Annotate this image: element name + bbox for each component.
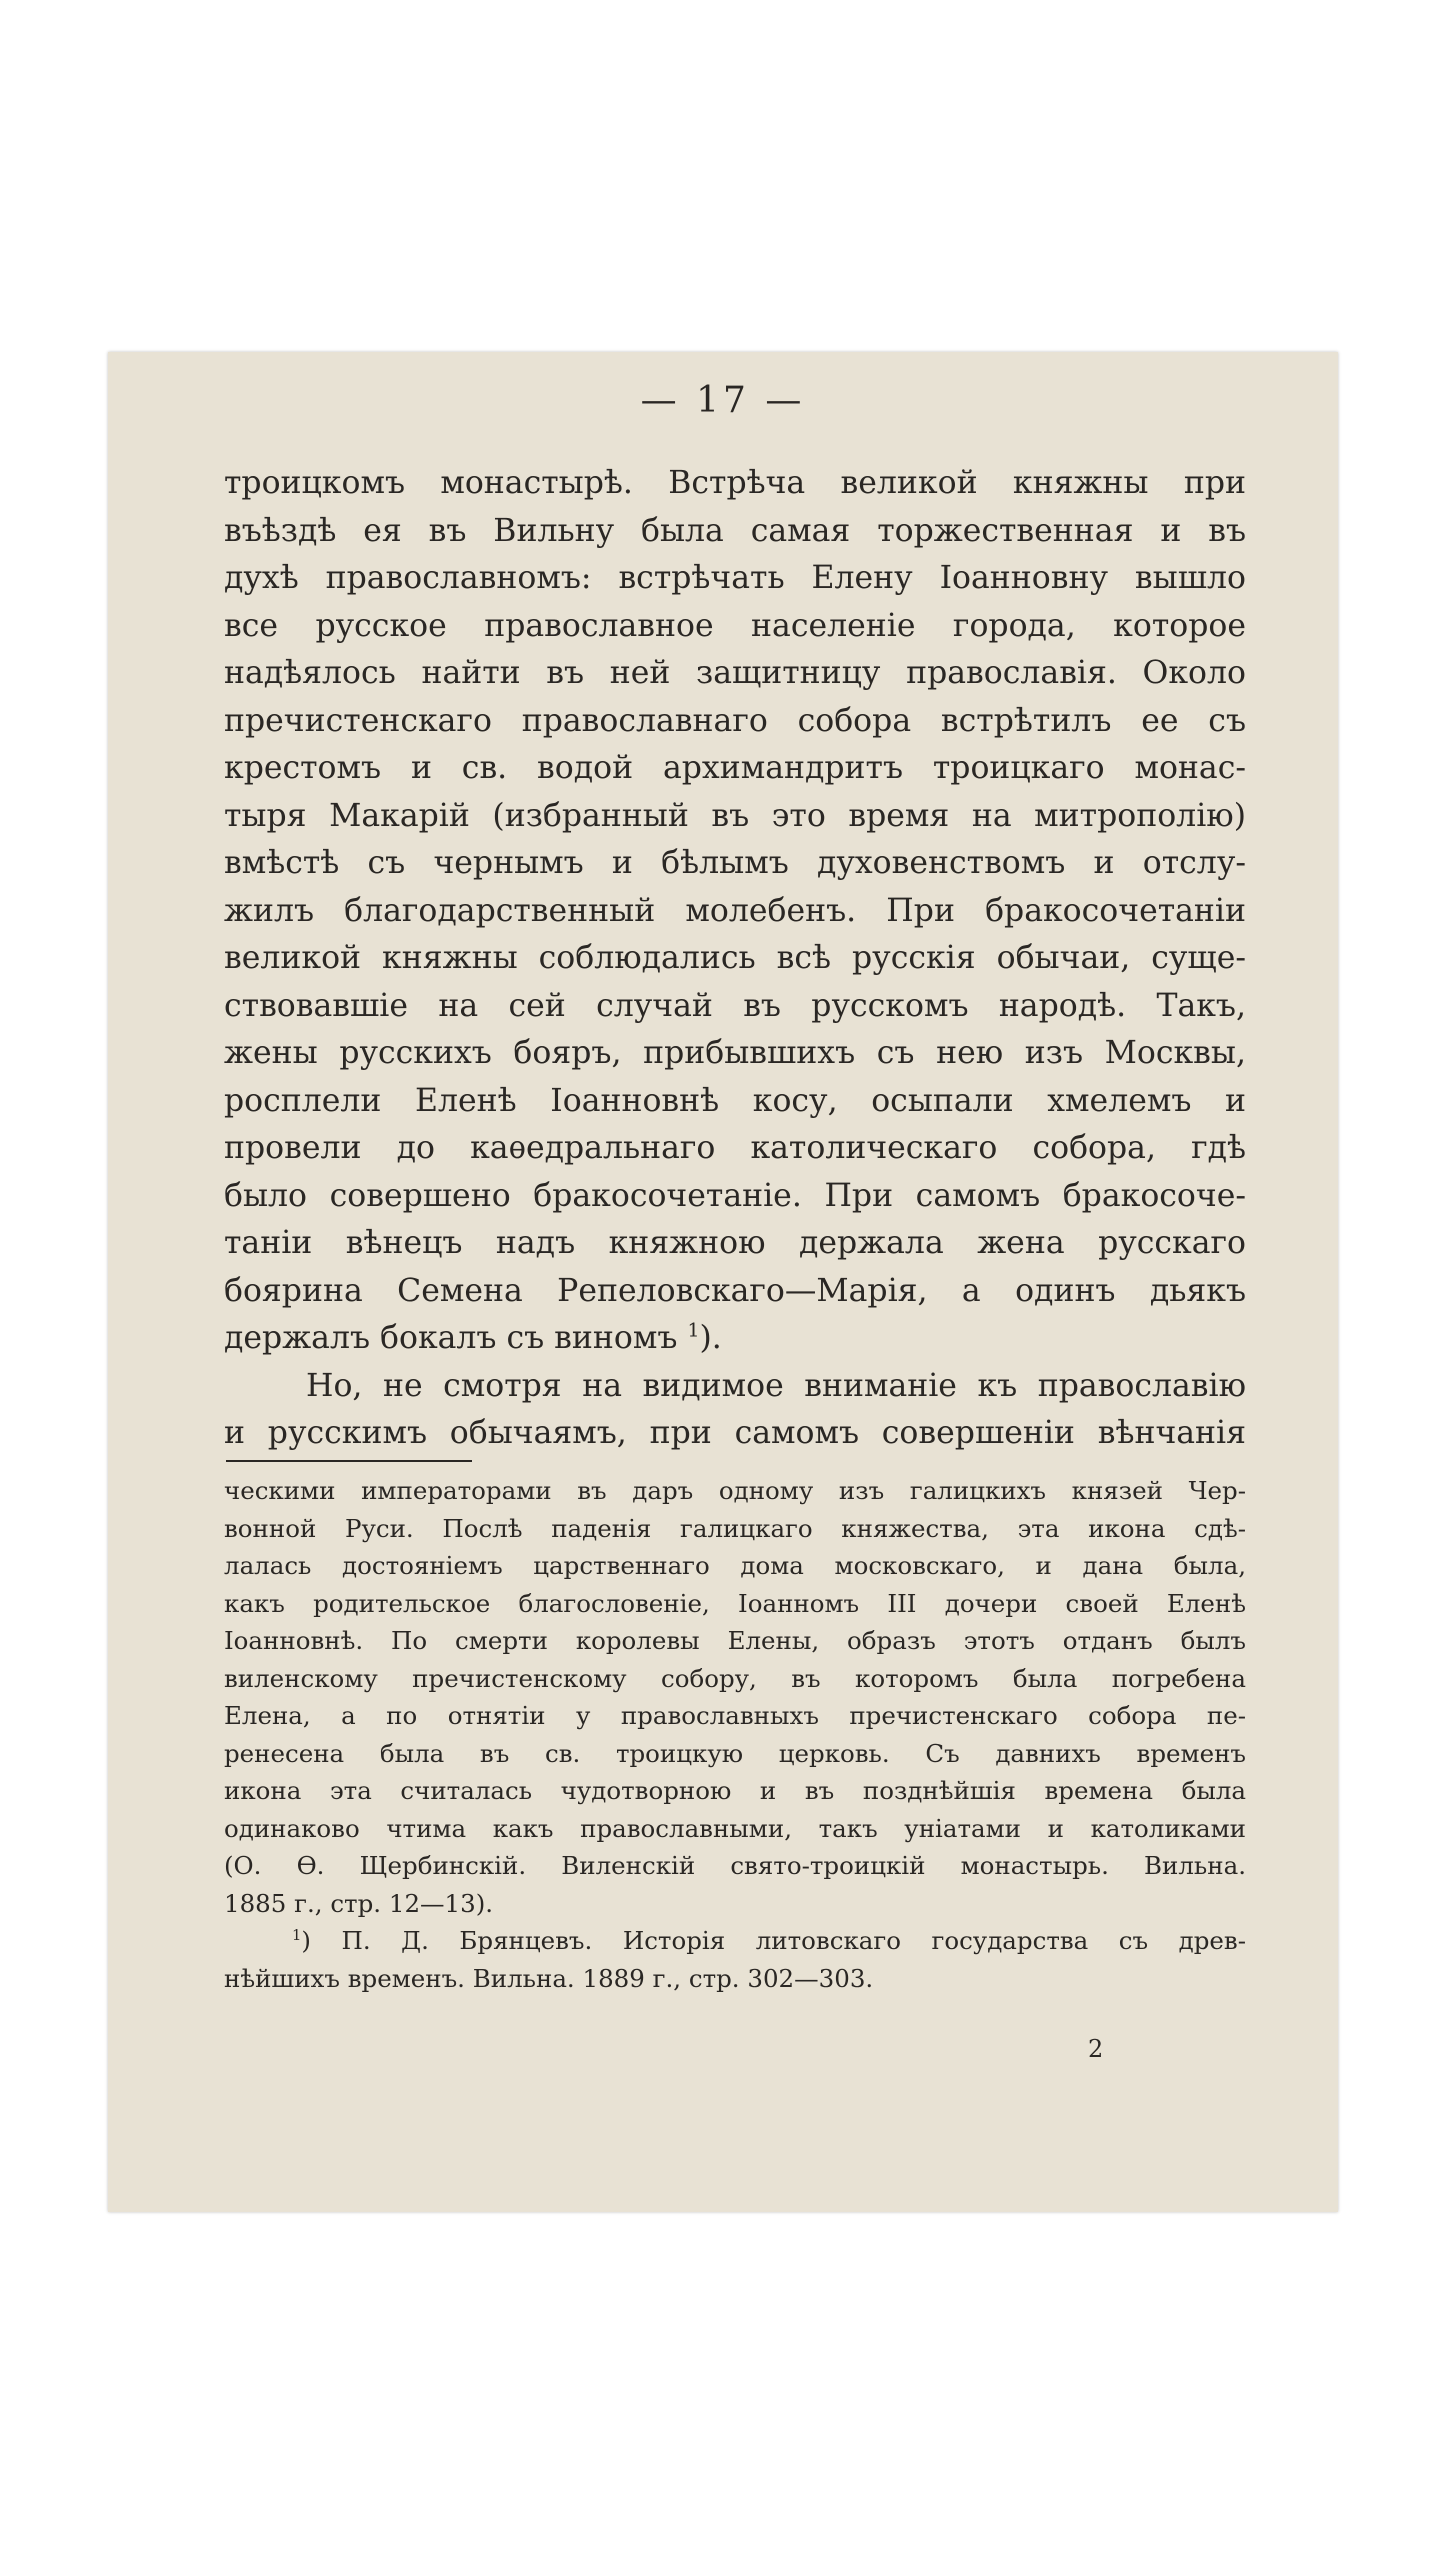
footnote-2-line: нѣйшихъ временъ. Вильна. 1889 г., стр. 302—303. xyxy=(224,1963,874,1993)
footnote-line: Іоанновнѣ. По смерти королевы Елены, образъ этотъ отданъ былъ xyxy=(224,1626,1246,1655)
book-page xyxy=(108,352,1338,2212)
main-text xyxy=(224,460,1246,1458)
footnote-number: 1 xyxy=(292,1926,302,1944)
footnote-line: вонной Руси. Послѣ паденія галицкаго княжества, эта икона сдѣ- xyxy=(224,1513,1246,1543)
footnote-divider xyxy=(226,1460,472,1462)
footnote-line: какъ родительское благословеніе, Іоанномъ III дочери своей Еленѣ xyxy=(224,1588,1246,1618)
text-line: провели до каѳедральнаго католическаго собора, гдѣ xyxy=(224,1130,1246,1166)
text-line: духѣ православномъ: встрѣчать Елену Іоанновну вышло xyxy=(224,560,1246,596)
footnote-line: виленскому пречистенскому собору, въ которомъ была погребена xyxy=(224,1663,1246,1693)
footnote-line: 1885 г., стр. 12—13). xyxy=(224,1888,494,1918)
text-line: надѣялось найти въ ней защитницу православія. Около xyxy=(224,655,1246,691)
paragraph-end-line xyxy=(224,1315,1246,1363)
footnote-line: одинаково чтима какъ православными, такъ уніатами и католиками xyxy=(224,1813,1246,1843)
text-line: росплели Еленѣ Іоанновнѣ косу, осыпали хмелемъ и xyxy=(224,1082,1246,1119)
paragraph-start-line: Но, не смотря на видимое вниманіе къ православію xyxy=(306,1367,1246,1404)
footnote-reference: 1 xyxy=(687,1319,700,1342)
text-line: все русское православное населеніе города, которое xyxy=(224,607,1246,644)
footnotes xyxy=(224,1472,1246,1997)
text-fragment: ) П. Д. Брянцевъ. Исторія литовскаго государства съ древ- xyxy=(301,1926,1246,1955)
page-number: — 17 — xyxy=(640,380,806,421)
text-line: ствовавшіе на сей случай въ русскомъ народѣ. Такъ, xyxy=(224,987,1246,1024)
footnote-line: Елена, а по отнятіи у православныхъ пречистенскаго собора пе- xyxy=(224,1701,1246,1730)
text-line: вмѣстѣ съ чернымъ и бѣлымъ духовенствомъ и отслу- xyxy=(224,845,1246,881)
text-fragment: держалъ бокалъ съ виномъ xyxy=(224,1320,678,1356)
footnote-2-line xyxy=(224,1922,1246,1960)
text-line: было совершено бракосочетаніе. При самомъ бракосоче- xyxy=(224,1177,1246,1214)
footnote-line: икона эта считалась чудотворною и въ позднѣйшія времена была xyxy=(224,1776,1246,1805)
text-fragment: ). xyxy=(699,1320,722,1356)
text-line: тыря Макарій (избранный въ это время на митрополію) xyxy=(224,797,1246,834)
footnote-line: (О. Ѳ. Щербинскій. Виленскій свято-троицкій монастырь. Вильна. xyxy=(224,1851,1246,1880)
text-line: жены русскихъ бояръ, прибывшихъ съ нею изъ Москвы, xyxy=(224,1035,1246,1071)
footnote-line: лалась достояніемъ царственнаго дома московскаго, и дана была, xyxy=(224,1551,1246,1580)
text-line: троицкомъ монастырѣ. Встрѣча великой княжны при xyxy=(224,465,1246,501)
text-line: въѣздѣ ея въ Вильну была самая торжественная и въ xyxy=(224,512,1246,549)
text-line: жилъ благодарственный молебенъ. При бракосочетаніи xyxy=(224,892,1246,929)
text-line: пречистенскаго православнаго собора встрѣтилъ ее съ xyxy=(224,702,1246,739)
text-line: великой княжны соблюдались всѣ русскія обычаи, суще- xyxy=(224,940,1246,976)
footnote-line: ческими императорами въ даръ одному изъ галицкихъ князей Чер- xyxy=(224,1476,1246,1505)
signature-mark: 2 xyxy=(1088,2035,1104,2063)
text-line: крестомъ и св. водой архимандритъ троицкаго монас- xyxy=(224,750,1246,786)
text-line: таніи вѣнецъ надъ княжною держала жена русскаго xyxy=(224,1225,1246,1261)
footnote-line: ренесена была въ св. троицкую церковь. Съ давнихъ временъ xyxy=(224,1738,1246,1768)
text-line: и русскимъ обычаямъ, при самомъ совершеніи вѣнчанія xyxy=(224,1415,1246,1451)
text-line: боярина Семена Репеловскаго—Марія, а одинъ дьякъ xyxy=(224,1272,1246,1309)
